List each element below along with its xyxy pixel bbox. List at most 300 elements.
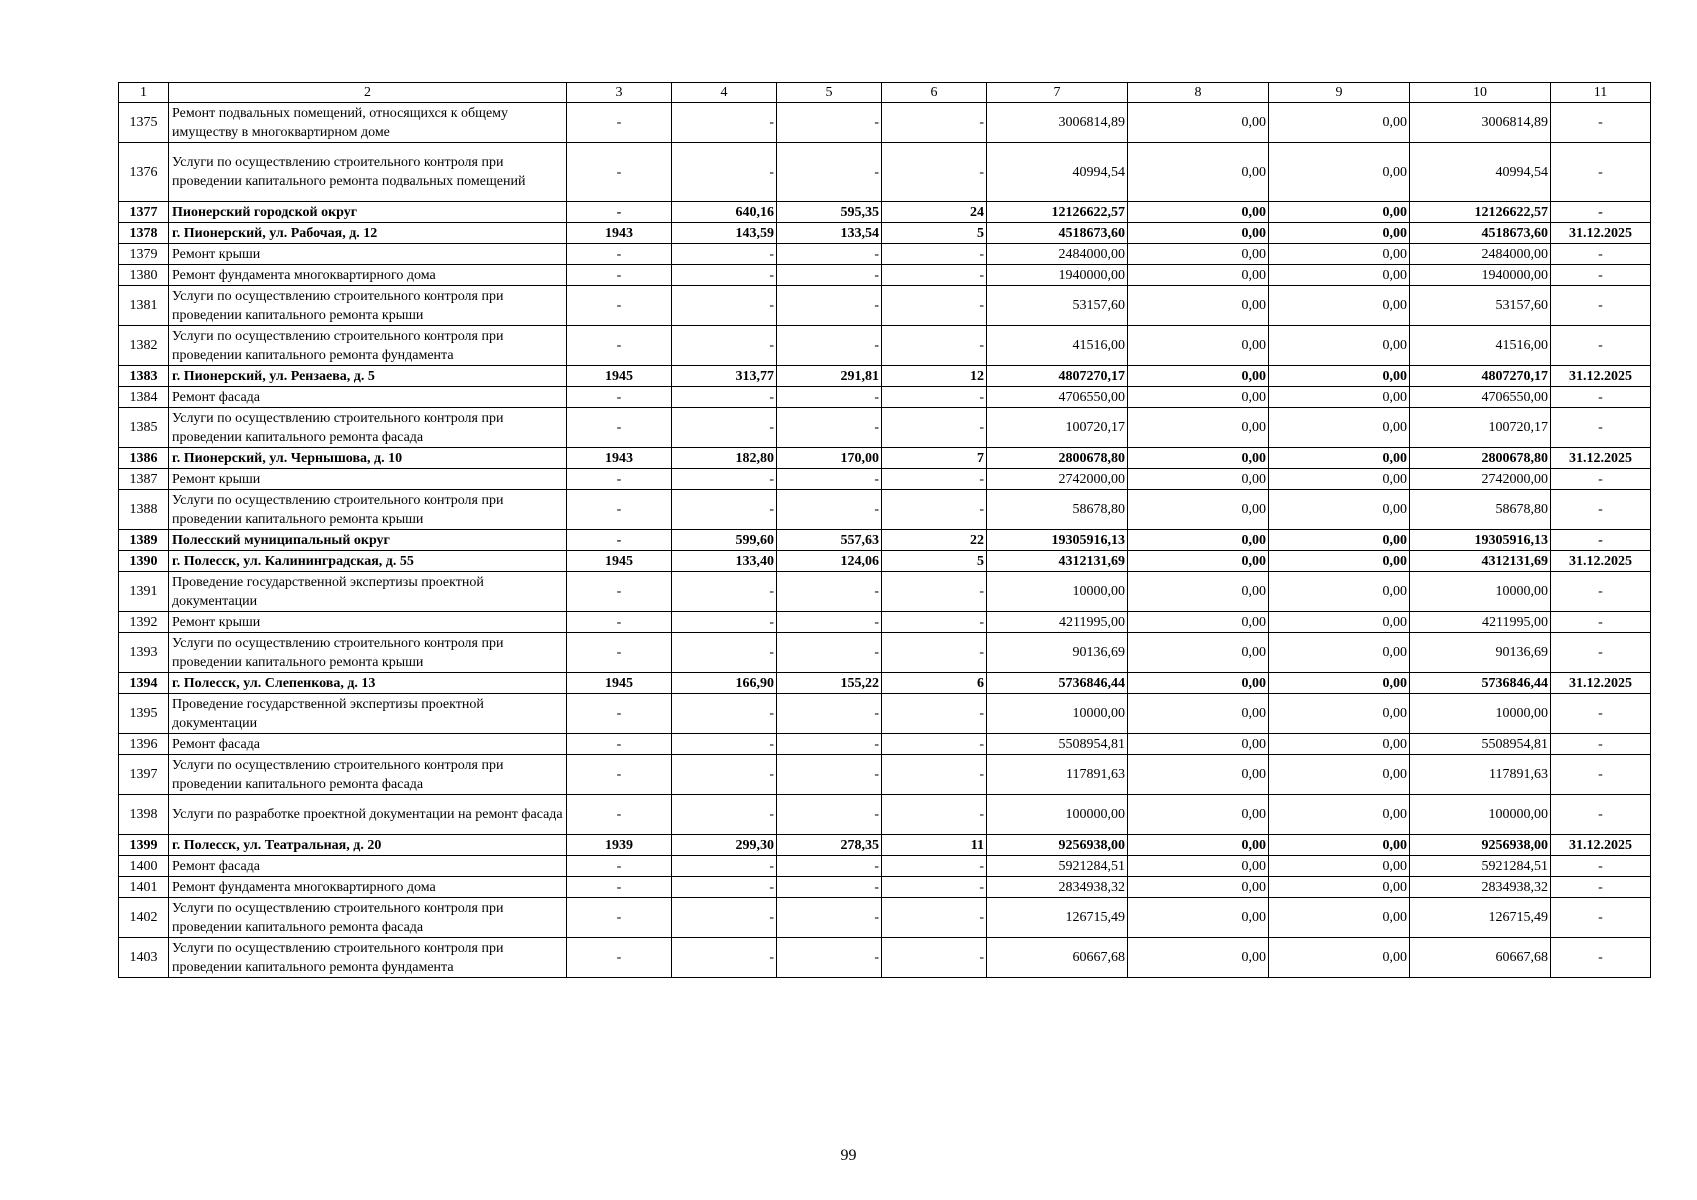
year-cell: - xyxy=(567,633,672,673)
cost-other-cell: 0,00 xyxy=(1269,877,1410,898)
table-row xyxy=(119,530,1651,551)
description-cell: Ремонт фундамента многоквартирного дома xyxy=(169,877,567,898)
cost-fund-cell: 0,00 xyxy=(1128,734,1269,755)
row-number-cell: 1398 xyxy=(119,795,169,835)
description-cell: Полесский муниципальный округ xyxy=(169,530,567,551)
table-row xyxy=(119,448,1651,469)
floors-cell: 24 xyxy=(882,202,987,223)
cost-owners-cell: 40994,54 xyxy=(1410,143,1551,202)
floors-cell: - xyxy=(882,856,987,877)
cost-fund-cell: 0,00 xyxy=(1128,572,1269,612)
cost-fund-cell: 0,00 xyxy=(1128,795,1269,835)
area-living-cell: 124,06 xyxy=(777,551,882,572)
row-number-cell: 1393 xyxy=(119,633,169,673)
table-row xyxy=(119,612,1651,633)
table-row xyxy=(119,795,1651,835)
header-cell: 8 xyxy=(1128,83,1269,103)
table-row xyxy=(119,694,1651,734)
table-row xyxy=(119,734,1651,755)
cost-total-cell: 60667,68 xyxy=(987,938,1128,978)
cost-other-cell: 0,00 xyxy=(1269,694,1410,734)
table-row xyxy=(119,572,1651,612)
area-total-cell: 143,59 xyxy=(672,223,777,244)
area-living-cell: - xyxy=(777,633,882,673)
area-living-cell: - xyxy=(777,326,882,366)
table-row xyxy=(119,244,1651,265)
area-living-cell: 278,35 xyxy=(777,835,882,856)
row-number-cell: 1378 xyxy=(119,223,169,244)
area-living-cell: - xyxy=(777,469,882,490)
header-cell: 5 xyxy=(777,83,882,103)
cost-other-cell: 0,00 xyxy=(1269,938,1410,978)
floors-cell: - xyxy=(882,633,987,673)
year-cell: - xyxy=(567,265,672,286)
cost-fund-cell: 0,00 xyxy=(1128,755,1269,795)
description-cell: Услуги по осуществлению строительного контроля при проведении капитального ремонта крыши xyxy=(169,286,567,326)
cost-other-cell: 0,00 xyxy=(1269,448,1410,469)
cost-other-cell: 0,00 xyxy=(1269,286,1410,326)
row-number-cell: 1380 xyxy=(119,265,169,286)
cost-fund-cell: 0,00 xyxy=(1128,408,1269,448)
cost-owners-cell: 3006814,89 xyxy=(1410,103,1551,143)
year-cell: - xyxy=(567,202,672,223)
cost-total-cell: 126715,49 xyxy=(987,898,1128,938)
description-cell: Ремонт крыши xyxy=(169,244,567,265)
description-cell: г. Полесск, ул. Слепенкова, д. 13 xyxy=(169,673,567,694)
table-row xyxy=(119,490,1651,530)
cost-other-cell: 0,00 xyxy=(1269,734,1410,755)
cost-owners-cell: 4706550,00 xyxy=(1410,387,1551,408)
cost-owners-cell: 4807270,17 xyxy=(1410,366,1551,387)
cost-total-cell: 40994,54 xyxy=(987,143,1128,202)
cost-other-cell: 0,00 xyxy=(1269,856,1410,877)
area-total-cell: - xyxy=(672,265,777,286)
cost-total-cell: 10000,00 xyxy=(987,694,1128,734)
area-living-cell: - xyxy=(777,408,882,448)
table-row xyxy=(119,898,1651,938)
table-row xyxy=(119,877,1651,898)
floors-cell: - xyxy=(882,265,987,286)
cost-total-cell: 90136,69 xyxy=(987,633,1128,673)
deadline-cell: - xyxy=(1551,387,1651,408)
year-cell: - xyxy=(567,755,672,795)
cost-fund-cell: 0,00 xyxy=(1128,490,1269,530)
area-total-cell: - xyxy=(672,387,777,408)
area-total-cell: - xyxy=(672,755,777,795)
cost-total-cell: 117891,63 xyxy=(987,755,1128,795)
description-cell: Услуги по осуществлению строительного контроля при проведении капитального ремонта крыши xyxy=(169,490,567,530)
table-row xyxy=(119,143,1651,202)
table-row xyxy=(119,408,1651,448)
table-row xyxy=(119,286,1651,326)
cost-other-cell: 0,00 xyxy=(1269,795,1410,835)
table-row xyxy=(119,856,1651,877)
cost-fund-cell: 0,00 xyxy=(1128,366,1269,387)
cost-owners-cell: 41516,00 xyxy=(1410,326,1551,366)
deadline-cell: - xyxy=(1551,877,1651,898)
area-living-cell: - xyxy=(777,938,882,978)
deadline-cell: - xyxy=(1551,734,1651,755)
row-number-cell: 1392 xyxy=(119,612,169,633)
cost-fund-cell: 0,00 xyxy=(1128,898,1269,938)
cost-total-cell: 100000,00 xyxy=(987,795,1128,835)
cost-owners-cell: 2800678,80 xyxy=(1410,448,1551,469)
floors-cell: 5 xyxy=(882,223,987,244)
row-number-cell: 1389 xyxy=(119,530,169,551)
cost-fund-cell: 0,00 xyxy=(1128,223,1269,244)
description-cell: Ремонт фасада xyxy=(169,734,567,755)
row-number-cell: 1388 xyxy=(119,490,169,530)
deadline-cell: - xyxy=(1551,265,1651,286)
cost-fund-cell: 0,00 xyxy=(1128,856,1269,877)
area-total-cell: 640,16 xyxy=(672,202,777,223)
year-cell: - xyxy=(567,877,672,898)
cost-fund-cell: 0,00 xyxy=(1128,286,1269,326)
description-cell: Ремонт крыши xyxy=(169,469,567,490)
area-living-cell: 133,54 xyxy=(777,223,882,244)
area-living-cell: 557,63 xyxy=(777,530,882,551)
table-row xyxy=(119,755,1651,795)
floors-cell: 5 xyxy=(882,551,987,572)
year-cell: - xyxy=(567,530,672,551)
page-number: 99 xyxy=(840,1147,857,1164)
year-cell: - xyxy=(567,469,672,490)
cost-owners-cell: 58678,80 xyxy=(1410,490,1551,530)
table-row xyxy=(119,673,1651,694)
area-total-cell: - xyxy=(672,633,777,673)
cost-fund-cell: 0,00 xyxy=(1128,835,1269,856)
cost-other-cell: 0,00 xyxy=(1269,223,1410,244)
area-living-cell: - xyxy=(777,898,882,938)
year-cell: - xyxy=(567,387,672,408)
description-cell: Пионерский городской округ xyxy=(169,202,567,223)
table-row xyxy=(119,633,1651,673)
row-number-cell: 1376 xyxy=(119,143,169,202)
cost-fund-cell: 0,00 xyxy=(1128,244,1269,265)
area-total-cell: - xyxy=(672,244,777,265)
area-living-cell: - xyxy=(777,856,882,877)
cost-fund-cell: 0,00 xyxy=(1128,469,1269,490)
deadline-cell: - xyxy=(1551,286,1651,326)
description-cell: Услуги по осуществлению строительного контроля при проведении капитального ремонта крыши xyxy=(169,633,567,673)
table-row xyxy=(119,835,1651,856)
cost-other-cell: 0,00 xyxy=(1269,366,1410,387)
row-number-cell: 1403 xyxy=(119,938,169,978)
deadline-cell: 31.12.2025 xyxy=(1551,366,1651,387)
table-row xyxy=(119,103,1651,143)
area-living-cell: 170,00 xyxy=(777,448,882,469)
year-cell: - xyxy=(567,408,672,448)
description-cell: г. Полесск, ул. Калининградская, д. 55 xyxy=(169,551,567,572)
cost-total-cell: 41516,00 xyxy=(987,326,1128,366)
row-number-cell: 1400 xyxy=(119,856,169,877)
floors-cell: 22 xyxy=(882,530,987,551)
deadline-cell: - xyxy=(1551,572,1651,612)
area-living-cell: - xyxy=(777,877,882,898)
cost-total-cell: 4807270,17 xyxy=(987,366,1128,387)
year-cell: - xyxy=(567,938,672,978)
description-cell: Услуги по осуществлению строительного контроля при проведении капитального ремонта фасада xyxy=(169,408,567,448)
area-living-cell: 155,22 xyxy=(777,673,882,694)
floors-cell: - xyxy=(882,694,987,734)
floors-cell: 7 xyxy=(882,448,987,469)
deadline-cell: - xyxy=(1551,530,1651,551)
area-total-cell: 166,90 xyxy=(672,673,777,694)
year-cell: 1943 xyxy=(567,223,672,244)
deadline-cell: - xyxy=(1551,408,1651,448)
cost-fund-cell: 0,00 xyxy=(1128,387,1269,408)
cost-total-cell: 2742000,00 xyxy=(987,469,1128,490)
table-row xyxy=(119,265,1651,286)
area-total-cell: - xyxy=(672,103,777,143)
deadline-cell: 31.12.2025 xyxy=(1551,223,1651,244)
cost-total-cell: 19305916,13 xyxy=(987,530,1128,551)
cost-total-cell: 3006814,89 xyxy=(987,103,1128,143)
area-total-cell: - xyxy=(672,877,777,898)
table-row xyxy=(119,202,1651,223)
cost-other-cell: 0,00 xyxy=(1269,551,1410,572)
area-total-cell: - xyxy=(672,326,777,366)
cost-total-cell: 58678,80 xyxy=(987,490,1128,530)
floors-cell: - xyxy=(882,734,987,755)
cost-other-cell: 0,00 xyxy=(1269,898,1410,938)
floors-cell: - xyxy=(882,612,987,633)
area-total-cell: - xyxy=(672,734,777,755)
cost-owners-cell: 100720,17 xyxy=(1410,408,1551,448)
area-total-cell: 313,77 xyxy=(672,366,777,387)
header-cell: 6 xyxy=(882,83,987,103)
description-cell: Услуги по осуществлению строительного контроля при проведении капитального ремонта фасада xyxy=(169,898,567,938)
row-number-cell: 1382 xyxy=(119,326,169,366)
cost-other-cell: 0,00 xyxy=(1269,408,1410,448)
area-total-cell: 182,80 xyxy=(672,448,777,469)
year-cell: 1945 xyxy=(567,551,672,572)
cost-total-cell: 4518673,60 xyxy=(987,223,1128,244)
row-number-cell: 1401 xyxy=(119,877,169,898)
cost-owners-cell: 2484000,00 xyxy=(1410,244,1551,265)
area-total-cell: - xyxy=(672,694,777,734)
cost-other-cell: 0,00 xyxy=(1269,673,1410,694)
year-cell: - xyxy=(567,898,672,938)
description-cell: Проведение государственной экспертизы проектной документации xyxy=(169,572,567,612)
area-living-cell: - xyxy=(777,795,882,835)
deadline-cell: - xyxy=(1551,202,1651,223)
area-total-cell: - xyxy=(672,898,777,938)
description-cell: г. Полесск, ул. Театральная, д. 20 xyxy=(169,835,567,856)
deadline-cell: - xyxy=(1551,694,1651,734)
cost-total-cell: 10000,00 xyxy=(987,572,1128,612)
deadline-cell: - xyxy=(1551,469,1651,490)
year-cell: - xyxy=(567,326,672,366)
cost-fund-cell: 0,00 xyxy=(1128,103,1269,143)
cost-fund-cell: 0,00 xyxy=(1128,612,1269,633)
area-living-cell: - xyxy=(777,572,882,612)
cost-owners-cell: 19305916,13 xyxy=(1410,530,1551,551)
area-living-cell: 595,35 xyxy=(777,202,882,223)
description-cell: Услуги по разработке проектной документации на ремонт фасада xyxy=(169,795,567,835)
floors-cell: - xyxy=(882,572,987,612)
deadline-cell: - xyxy=(1551,856,1651,877)
description-cell: Ремонт фундамента многоквартирного дома xyxy=(169,265,567,286)
table-row xyxy=(119,387,1651,408)
cost-fund-cell: 0,00 xyxy=(1128,143,1269,202)
year-cell: - xyxy=(567,856,672,877)
row-number-cell: 1395 xyxy=(119,694,169,734)
area-living-cell: - xyxy=(777,103,882,143)
area-total-cell: 299,30 xyxy=(672,835,777,856)
cost-owners-cell: 90136,69 xyxy=(1410,633,1551,673)
floors-cell: - xyxy=(882,143,987,202)
table-body xyxy=(119,83,1651,978)
description-cell: Ремонт подвальных помещений, относящихся к общему имуществу в многоквартирном доме xyxy=(169,103,567,143)
deadline-cell: - xyxy=(1551,755,1651,795)
row-number-cell: 1377 xyxy=(119,202,169,223)
table-row xyxy=(119,223,1651,244)
cost-other-cell: 0,00 xyxy=(1269,387,1410,408)
deadline-cell: - xyxy=(1551,244,1651,265)
cost-owners-cell: 2834938,32 xyxy=(1410,877,1551,898)
row-number-cell: 1384 xyxy=(119,387,169,408)
cost-total-cell: 2834938,32 xyxy=(987,877,1128,898)
description-cell: г. Пионерский, ул. Рабочая, д. 12 xyxy=(169,223,567,244)
cost-other-cell: 0,00 xyxy=(1269,755,1410,795)
cost-other-cell: 0,00 xyxy=(1269,469,1410,490)
floors-cell: - xyxy=(882,898,987,938)
cost-other-cell: 0,00 xyxy=(1269,202,1410,223)
description-cell: Услуги по осуществлению строительного контроля при проведении капитального ремонта фасада xyxy=(169,755,567,795)
cost-fund-cell: 0,00 xyxy=(1128,326,1269,366)
year-cell: - xyxy=(567,795,672,835)
floors-cell: 12 xyxy=(882,366,987,387)
cost-fund-cell: 0,00 xyxy=(1128,673,1269,694)
floors-cell: - xyxy=(882,877,987,898)
floors-cell: - xyxy=(882,795,987,835)
year-cell: - xyxy=(567,694,672,734)
capital-repair-table xyxy=(118,82,1651,978)
deadline-cell: - xyxy=(1551,898,1651,938)
area-living-cell: - xyxy=(777,244,882,265)
description-cell: Услуги по осуществлению строительного контроля при проведении капитального ремонта фундамента xyxy=(169,938,567,978)
description-cell: Ремонт фасада xyxy=(169,387,567,408)
table-row xyxy=(119,366,1651,387)
cost-other-cell: 0,00 xyxy=(1269,530,1410,551)
area-living-cell: - xyxy=(777,265,882,286)
cost-other-cell: 0,00 xyxy=(1269,633,1410,673)
header-cell: 7 xyxy=(987,83,1128,103)
year-cell: - xyxy=(567,103,672,143)
deadline-cell: - xyxy=(1551,103,1651,143)
floors-cell: - xyxy=(882,469,987,490)
year-cell: 1945 xyxy=(567,366,672,387)
cost-fund-cell: 0,00 xyxy=(1128,448,1269,469)
description-cell: Ремонт фасада xyxy=(169,856,567,877)
year-cell: 1945 xyxy=(567,673,672,694)
year-cell: - xyxy=(567,143,672,202)
cost-owners-cell: 5736846,44 xyxy=(1410,673,1551,694)
row-number-cell: 1394 xyxy=(119,673,169,694)
deadline-cell: - xyxy=(1551,326,1651,366)
year-cell: 1943 xyxy=(567,448,672,469)
row-number-cell: 1381 xyxy=(119,286,169,326)
row-number-cell: 1386 xyxy=(119,448,169,469)
description-cell: Услуги по осуществлению строительного контроля при проведении капитального ремонта подвальных помещений xyxy=(169,143,567,202)
cost-fund-cell: 0,00 xyxy=(1128,265,1269,286)
floors-cell: - xyxy=(882,408,987,448)
area-living-cell: - xyxy=(777,612,882,633)
floors-cell: - xyxy=(882,387,987,408)
deadline-cell: - xyxy=(1551,633,1651,673)
cost-owners-cell: 5508954,81 xyxy=(1410,734,1551,755)
year-cell: - xyxy=(567,612,672,633)
cost-other-cell: 0,00 xyxy=(1269,143,1410,202)
floors-cell: - xyxy=(882,326,987,366)
area-living-cell: - xyxy=(777,755,882,795)
area-total-cell: - xyxy=(672,856,777,877)
area-total-cell: - xyxy=(672,469,777,490)
area-living-cell: - xyxy=(777,286,882,326)
cost-owners-cell: 1940000,00 xyxy=(1410,265,1551,286)
year-cell: - xyxy=(567,244,672,265)
cost-owners-cell: 2742000,00 xyxy=(1410,469,1551,490)
cost-total-cell: 9256938,00 xyxy=(987,835,1128,856)
cost-total-cell: 5508954,81 xyxy=(987,734,1128,755)
area-total-cell: - xyxy=(672,938,777,978)
deadline-cell: 31.12.2025 xyxy=(1551,448,1651,469)
header-cell: 9 xyxy=(1269,83,1410,103)
floors-cell: - xyxy=(882,490,987,530)
area-total-cell: - xyxy=(672,572,777,612)
area-total-cell: - xyxy=(672,286,777,326)
header-cell: 4 xyxy=(672,83,777,103)
area-total-cell: 133,40 xyxy=(672,551,777,572)
cost-total-cell: 5921284,51 xyxy=(987,856,1128,877)
deadline-cell: 31.12.2025 xyxy=(1551,835,1651,856)
row-number-cell: 1391 xyxy=(119,572,169,612)
row-number-cell: 1387 xyxy=(119,469,169,490)
year-cell: - xyxy=(567,572,672,612)
header-cell: 1 xyxy=(119,83,169,103)
cost-owners-cell: 4312131,69 xyxy=(1410,551,1551,572)
year-cell: 1939 xyxy=(567,835,672,856)
area-living-cell: 291,81 xyxy=(777,366,882,387)
area-total-cell: - xyxy=(672,143,777,202)
row-number-cell: 1379 xyxy=(119,244,169,265)
cost-other-cell: 0,00 xyxy=(1269,244,1410,265)
cost-owners-cell: 9256938,00 xyxy=(1410,835,1551,856)
cost-fund-cell: 0,00 xyxy=(1128,633,1269,673)
floors-cell: - xyxy=(882,938,987,978)
deadline-cell: - xyxy=(1551,490,1651,530)
row-number-cell: 1402 xyxy=(119,898,169,938)
deadline-cell: 31.12.2025 xyxy=(1551,673,1651,694)
cost-owners-cell: 4518673,60 xyxy=(1410,223,1551,244)
header-cell: 10 xyxy=(1410,83,1551,103)
year-cell: - xyxy=(567,490,672,530)
deadline-cell: - xyxy=(1551,795,1651,835)
floors-cell: - xyxy=(882,103,987,143)
cost-owners-cell: 10000,00 xyxy=(1410,572,1551,612)
year-cell: - xyxy=(567,734,672,755)
row-number-cell: 1396 xyxy=(119,734,169,755)
description-cell: Услуги по осуществлению строительного контроля при проведении капитального ремонта фундамента xyxy=(169,326,567,366)
cost-owners-cell: 5921284,51 xyxy=(1410,856,1551,877)
cost-owners-cell: 117891,63 xyxy=(1410,755,1551,795)
cost-other-cell: 0,00 xyxy=(1269,490,1410,530)
deadline-cell: - xyxy=(1551,612,1651,633)
header-cell: 2 xyxy=(169,83,567,103)
description-cell: г. Пионерский, ул. Чернышова, д. 10 xyxy=(169,448,567,469)
area-living-cell: - xyxy=(777,694,882,734)
